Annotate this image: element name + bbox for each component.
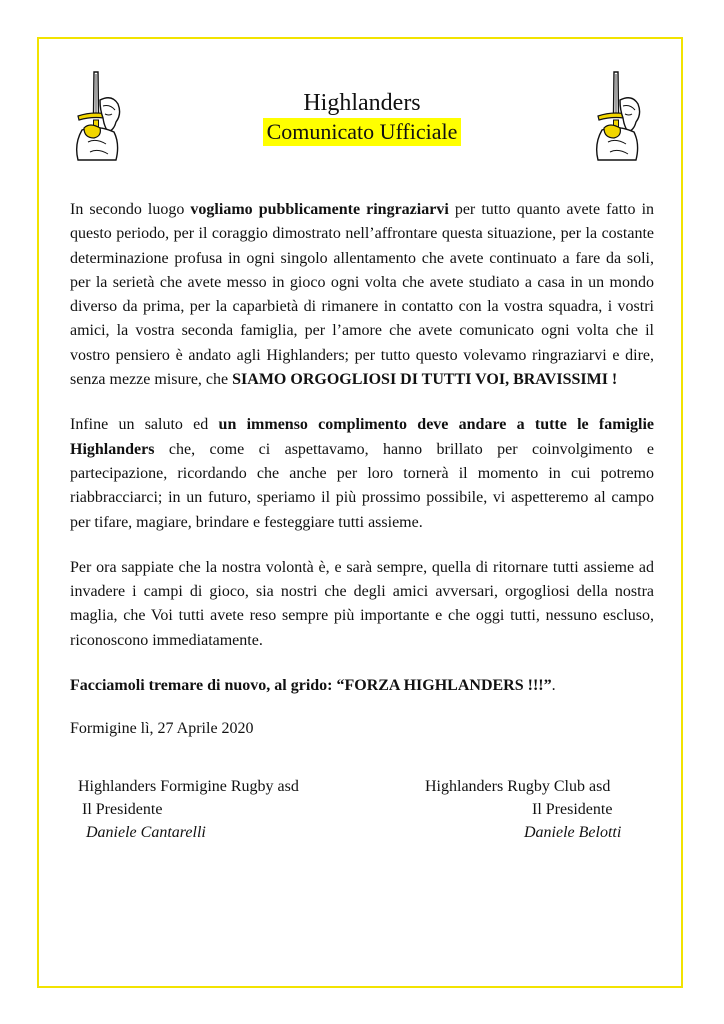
closing-line [70, 674, 654, 698]
paragraph-text: In secondo luogo [70, 201, 191, 218]
letter-body [70, 198, 654, 758]
document-header [0, 88, 724, 146]
signature-left [78, 775, 299, 844]
date-line: Formigine lì, 27 Aprile 2020 [70, 720, 254, 738]
signature-role: Il Presidente [82, 801, 163, 818]
signature-name: Daniele Belotti [524, 824, 622, 841]
signature-name: Daniele Cantarelli [86, 824, 206, 841]
bold-phrase: Facciamoli tremare di nuovo, al grido: “FORZA HIGHLANDERS !!!” [70, 677, 552, 695]
signature-org: Highlanders Rugby Club asd [425, 778, 611, 795]
paragraph-future: Per ora sappiate che la nostra volontà è, e sarà sempre, quella di ritornare tutti assieme ad invadere i campi di gioco, sia nostri che degli amici avversari, orgogliosi della nostra maglia, che Voi tutti avete reso sempre più importante e che oggi tutti, nessuno escluso, riconoscono immediatamente. [70, 558, 654, 649]
document-subtitle: Comunicato Ufficiale [263, 118, 462, 146]
bold-phrase: vogliamo pubblicamente ringraziarvi [190, 201, 449, 218]
paragraph-text: per tutto quanto avete fatto in questo periodo, per il coraggio dimostrato nell’affrontare questa situazione, per la costante determinazione profusa in ogni singolo allentamento che avete continuato a fare da soli, per la serietà che avete messo in gioco ogni volta che avete studiato a casa in un mondo diverso da prima, per la caparbietà di rimanere in contatto con la vostra squadra, i vostri amici, la vostra seconda famiglia, per l’amore che avete comunicato ogni volta che il vostro pensiero è andato agli Highlanders; per tutto questo volevamo ringraziarvi e dire, senza mezze misure, che [70, 201, 655, 389]
signature-org: Highlanders Formigine Rugby asd [78, 778, 299, 795]
paragraph-families [70, 413, 654, 534]
signature-right [425, 775, 621, 844]
paragraph-text: Infine un saluto ed [70, 416, 219, 434]
bold-phrase: SIAMO ORGOGLIOSI DI TUTTI VOI, BRAVISSIMI ! [232, 371, 618, 389]
paragraph-text: . [551, 677, 556, 695]
paragraph-thanks [70, 198, 654, 392]
bold-phrase: un immenso complimento deve andare a tutte le famiglie Highlanders [70, 416, 655, 458]
document-title: Highlanders [303, 90, 421, 116]
paragraph-text: che, come ci aspettavamo, hanno brillato per coinvolgimento e partecipazione, ricordando che anche per loro tornerà il momento in cui potremo riabbracciarci; in un futuro, speriamo il più prossimo possibile, vi aspetteremo al campo per tifare, magiare, brindare e festeggiare tutti assieme. [70, 440, 654, 531]
signature-role: Il Presidente [532, 801, 613, 818]
